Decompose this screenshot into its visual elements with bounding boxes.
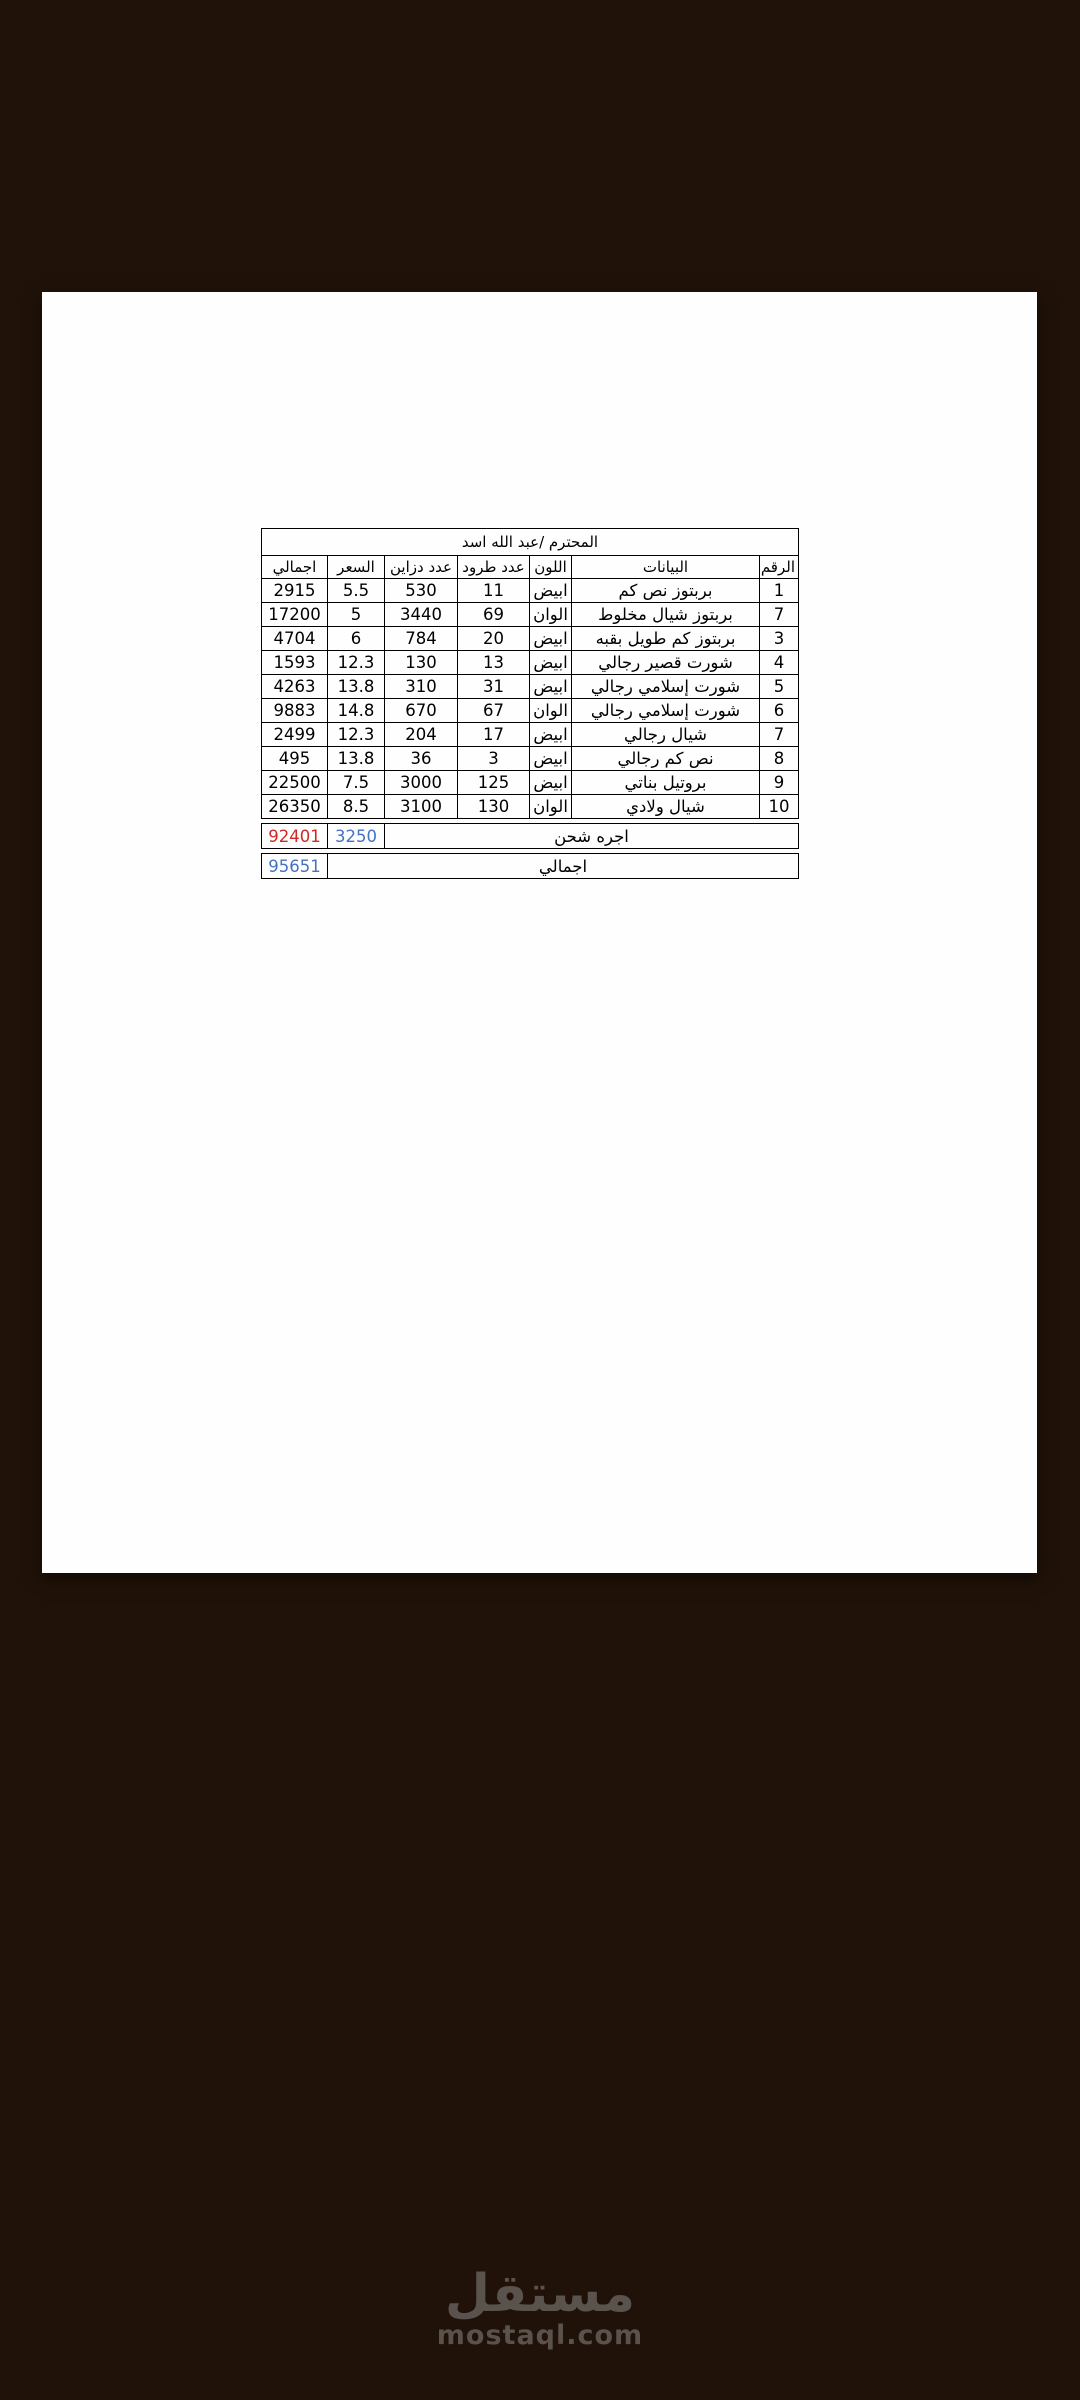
cell-parcels: 17 <box>458 723 530 747</box>
cell-number: 1 <box>760 579 799 603</box>
shipping-label-cell: اجره شحن <box>385 824 799 849</box>
cell-price: 8.5 <box>328 795 385 819</box>
column-header-color: اللون <box>530 556 572 579</box>
cell-items: شيال ولادي <box>572 795 760 819</box>
column-header-price: السعر <box>328 556 385 579</box>
cell-price: 7.5 <box>328 771 385 795</box>
shipping-row <box>262 824 799 849</box>
cell-color: ابيض <box>530 723 572 747</box>
table-row <box>261 723 798 747</box>
cell-total: 4704 <box>261 627 327 651</box>
cell-dozens: 530 <box>385 579 458 603</box>
cell-total: 17200 <box>261 603 327 627</box>
table-row <box>261 651 798 675</box>
cell-dozens: 204 <box>385 723 458 747</box>
table-row <box>261 771 798 795</box>
document-page <box>42 292 1037 1573</box>
cell-number: 5 <box>760 675 799 699</box>
cell-parcels: 31 <box>458 675 530 699</box>
cell-items: بربتوز شيال مخلوط <box>572 603 760 627</box>
cell-total: 2915 <box>261 579 327 603</box>
cell-items: شيال رجالي <box>572 723 760 747</box>
cell-parcels: 69 <box>458 603 530 627</box>
cell-items: بروتيل بناتي <box>572 771 760 795</box>
cell-dozens: 784 <box>385 627 458 651</box>
cell-parcels: 130 <box>458 795 530 819</box>
cell-price: 13.8 <box>328 747 385 771</box>
cell-price: 5 <box>328 603 385 627</box>
cell-parcels: 3 <box>458 747 530 771</box>
mostaql-logo-arabic: مستقل <box>444 2264 636 2324</box>
cell-total: 9883 <box>261 699 327 723</box>
table-row <box>261 699 798 723</box>
table-row <box>261 675 798 699</box>
cell-color: ابيض <box>530 651 572 675</box>
shipping-price-cell: 3250 <box>328 824 385 849</box>
cell-price: 14.8 <box>328 699 385 723</box>
mostaql-watermark <box>0 2266 1080 2350</box>
cell-parcels: 67 <box>458 699 530 723</box>
cell-number: 9 <box>760 771 799 795</box>
cell-price: 12.3 <box>328 723 385 747</box>
cell-dozens: 36 <box>385 747 458 771</box>
cell-number: 8 <box>760 747 799 771</box>
cell-items: نص كم رجالي <box>572 747 760 771</box>
cell-number: 7 <box>760 723 799 747</box>
cell-number: 4 <box>760 651 799 675</box>
cell-price: 13.8 <box>328 675 385 699</box>
cell-color: الوان <box>530 795 572 819</box>
cell-items: بربتوز نص كم <box>572 579 760 603</box>
shipping-row-table <box>261 823 799 849</box>
cell-parcels: 20 <box>458 627 530 651</box>
cell-price: 6 <box>328 627 385 651</box>
invoice-main-table <box>261 528 799 819</box>
table-row <box>261 747 798 771</box>
cell-dozens: 3000 <box>385 771 458 795</box>
table-row <box>261 795 798 819</box>
cell-dozens: 130 <box>385 651 458 675</box>
shipping-total-cell: 92401 <box>262 824 328 849</box>
cell-items: شورت إسلامي رجالي <box>572 699 760 723</box>
cell-items: بربتوز كم طويل بقبه <box>572 627 760 651</box>
grand-total-row <box>262 854 799 879</box>
invoice-title: المحترم /عبد الله اسد <box>261 529 798 556</box>
cell-color: الوان <box>530 603 572 627</box>
cell-dozens: 3100 <box>385 795 458 819</box>
cell-number: 7 <box>760 603 799 627</box>
cell-parcels: 125 <box>458 771 530 795</box>
invoice-table-block <box>262 528 799 879</box>
invoice-title-row <box>261 529 798 556</box>
cell-color: ابيض <box>530 579 572 603</box>
column-header-number: الرقم <box>760 556 799 579</box>
cell-number: 10 <box>760 795 799 819</box>
cell-parcels: 11 <box>458 579 530 603</box>
grand-total-value-cell: 95651 <box>262 854 328 879</box>
cell-total: 22500 <box>261 771 327 795</box>
cell-color: ابيض <box>530 627 572 651</box>
cell-price: 12.3 <box>328 651 385 675</box>
column-header-row <box>261 556 798 579</box>
cell-price: 5.5 <box>328 579 385 603</box>
table-row <box>261 603 798 627</box>
cell-items: شورت إسلامي رجالي <box>572 675 760 699</box>
column-header-parcels: عدد طرود <box>458 556 530 579</box>
cell-total: 2499 <box>261 723 327 747</box>
cell-total: 495 <box>261 747 327 771</box>
cell-dozens: 310 <box>385 675 458 699</box>
cell-number: 3 <box>760 627 799 651</box>
cell-parcels: 13 <box>458 651 530 675</box>
cell-dozens: 3440 <box>385 603 458 627</box>
cell-color: ابيض <box>530 675 572 699</box>
column-header-dozens: عدد دزاين <box>385 556 458 579</box>
cell-color: ابيض <box>530 771 572 795</box>
table-row <box>261 627 798 651</box>
table-row <box>261 579 798 603</box>
grand-total-row-table <box>261 853 799 879</box>
cell-total: 26350 <box>261 795 327 819</box>
grand-total-label-cell: اجمالي <box>328 854 799 879</box>
cell-items: شورت قصير رجالي <box>572 651 760 675</box>
cell-number: 6 <box>760 699 799 723</box>
cell-dozens: 670 <box>385 699 458 723</box>
column-header-total: اجمالي <box>261 556 327 579</box>
cell-color: الوان <box>530 699 572 723</box>
cell-total: 1593 <box>261 651 327 675</box>
cell-total: 4263 <box>261 675 327 699</box>
mostaql-logo-latin: mostaql.com <box>436 2320 644 2351</box>
cell-color: ابيض <box>530 747 572 771</box>
column-header-items: البيانات <box>572 556 760 579</box>
